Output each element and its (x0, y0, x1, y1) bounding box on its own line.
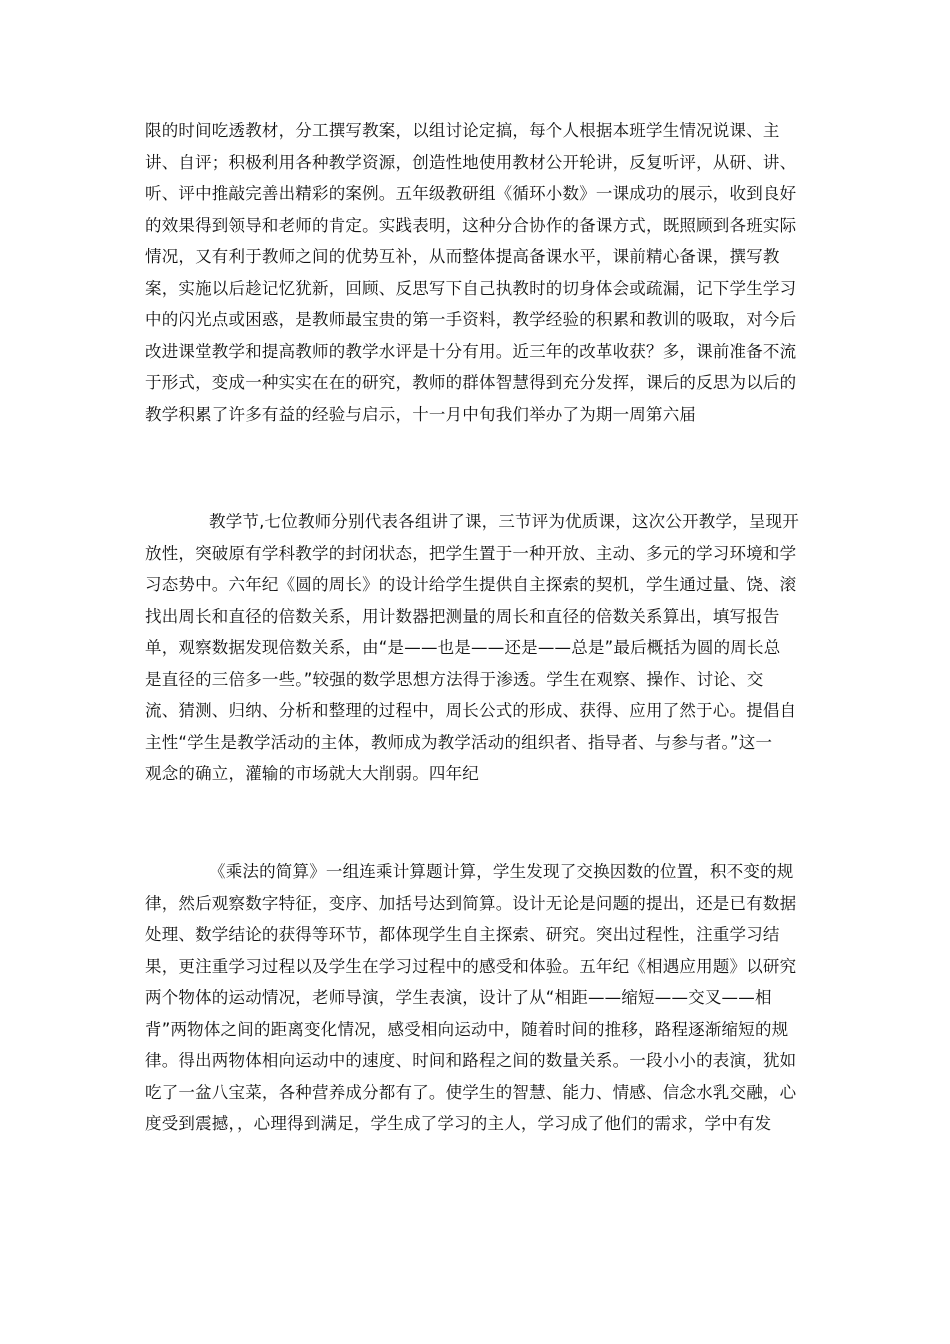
text-line: 吃了一盆八宝菜，各种营养成分都有了。使学生的智慧、能力、情感、信念水乳交融，心 (145, 1082, 797, 1102)
text-line: 教学节,七位教师分别代表各组讲了课，三节评为优质课，这次公开教学，呈现开 (209, 512, 799, 531)
text-line: 情况，又有利于教师之间的优势互补，从而整体提高备课水平，课前精心备课，撰写教 (145, 247, 780, 266)
text-line: 放性，突破原有学科教学的封闭状态，把学生置于一种开放、主动、多元的学习环境和学 (145, 543, 797, 563)
text-line: 案，实施以后趁记忆犹新，回顾、反思写下自己执教时的切身体会或疏漏，记下学生学习 (145, 278, 797, 298)
text-line: 律。得出两物体相向运动中的速度、时间和路程之间的数量关系。一段小小的表演，犹如 (145, 1051, 797, 1070)
text-line: 习态势中。六年纪《圆的周长》的设计给学生提供自主探索的契机，学生通过量、饶、滚 (145, 575, 797, 594)
text-line: 主性“学生是教学活动的主体，教师成为教学活动的组织者、指导者、与参与者。”这一 (145, 732, 773, 752)
paragraph-2 (145, 506, 815, 790)
text-line: 的效果得到领导和老师的肯定。实践表明，这种分合协作的备课方式，既照顾到各班实际 (145, 215, 797, 235)
text-line: 处理、数学结论的获得等环节，都体现学生自主探索、研究。突出过程性，注重学习结 (145, 925, 780, 944)
text-line: 是直径的三倍多一些。”较强的数学思想方法得于渗透。学生在观察、操作、讨论、交 (145, 669, 764, 689)
text-line: 中的闪光点或困惑，是教师最宝贵的第一手资料，教学经验的积累和教训的吸取，对今后 (145, 310, 797, 329)
text-line: 两个物体的运动情况，老师导演，学生表演，设计了从“相距——缩短——交叉——相 (145, 988, 772, 1007)
text-line: 流、猜测、归纳、分析和整理的过程中，周长公式的形成、获得、应用了然于心。提倡自 (145, 701, 797, 720)
text-line: 度受到震撼，，心理得到满足，学生成了学习的主人，学习成了他们的需求，学中有发 (145, 1114, 772, 1133)
text-line: 限的时间吃透教材，分工撰写教案，以组讨论定搞，每个人根据本班学生情况说课、主 (145, 121, 780, 140)
paragraph-1 (145, 115, 815, 430)
text-line: 于形式，变成一种实实在在的研究，教师的群体智慧得到充分发挥，课后的反思为以后的 (145, 373, 797, 392)
text-line: 律，然后观察数字特征，变序、加括号达到简算。设计无论是问题的提出，还是已有数据 (145, 893, 797, 913)
text-line: 《乘法的简算》一组连乘计算题计算，学生发现了交换因数的位置，积不变的规 (209, 862, 794, 881)
text-line: 果，更注重学习过程以及学生在学习过程中的感受和体验。五年纪《相遇应用题》以研究 (145, 956, 797, 976)
text-line: 教学积累了许多有益的经验与启示，十一月中旬我们举办了为期一周第六届 (145, 404, 697, 424)
text-line: 背”两物体之间的距离变化情况，感受相向运动中，随着时间的推移，路程逐渐缩短的规 (145, 1019, 789, 1039)
text-line: 听、评中推敲完善出精彩的案例。五年级教研组《循环小数》一课成功的展示，收到良好 (145, 184, 797, 203)
paragraph-3 (145, 856, 815, 1140)
text-line: 单，观察数据发现倍数关系，由“是——也是——还是——总是”最后概括为圆的周长总 (145, 638, 781, 657)
text-line: 改进课堂教学和提高教师的教学水评是十分有用。近三年的改革收获？多，课前准备不流 (145, 341, 797, 361)
text-line: 观念的确立，灌输的市场就大大削弱。四年纪 (145, 764, 479, 783)
text-line: 讲、自评；积极利用各种教学资源，创造性地使用教材公开轮讲，反复听评，从研、讲、 (145, 152, 797, 172)
text-line: 找出周长和直径的倍数关系，用计数器把测量的周长和直径的倍数关系算出，填写报告 (145, 606, 780, 626)
